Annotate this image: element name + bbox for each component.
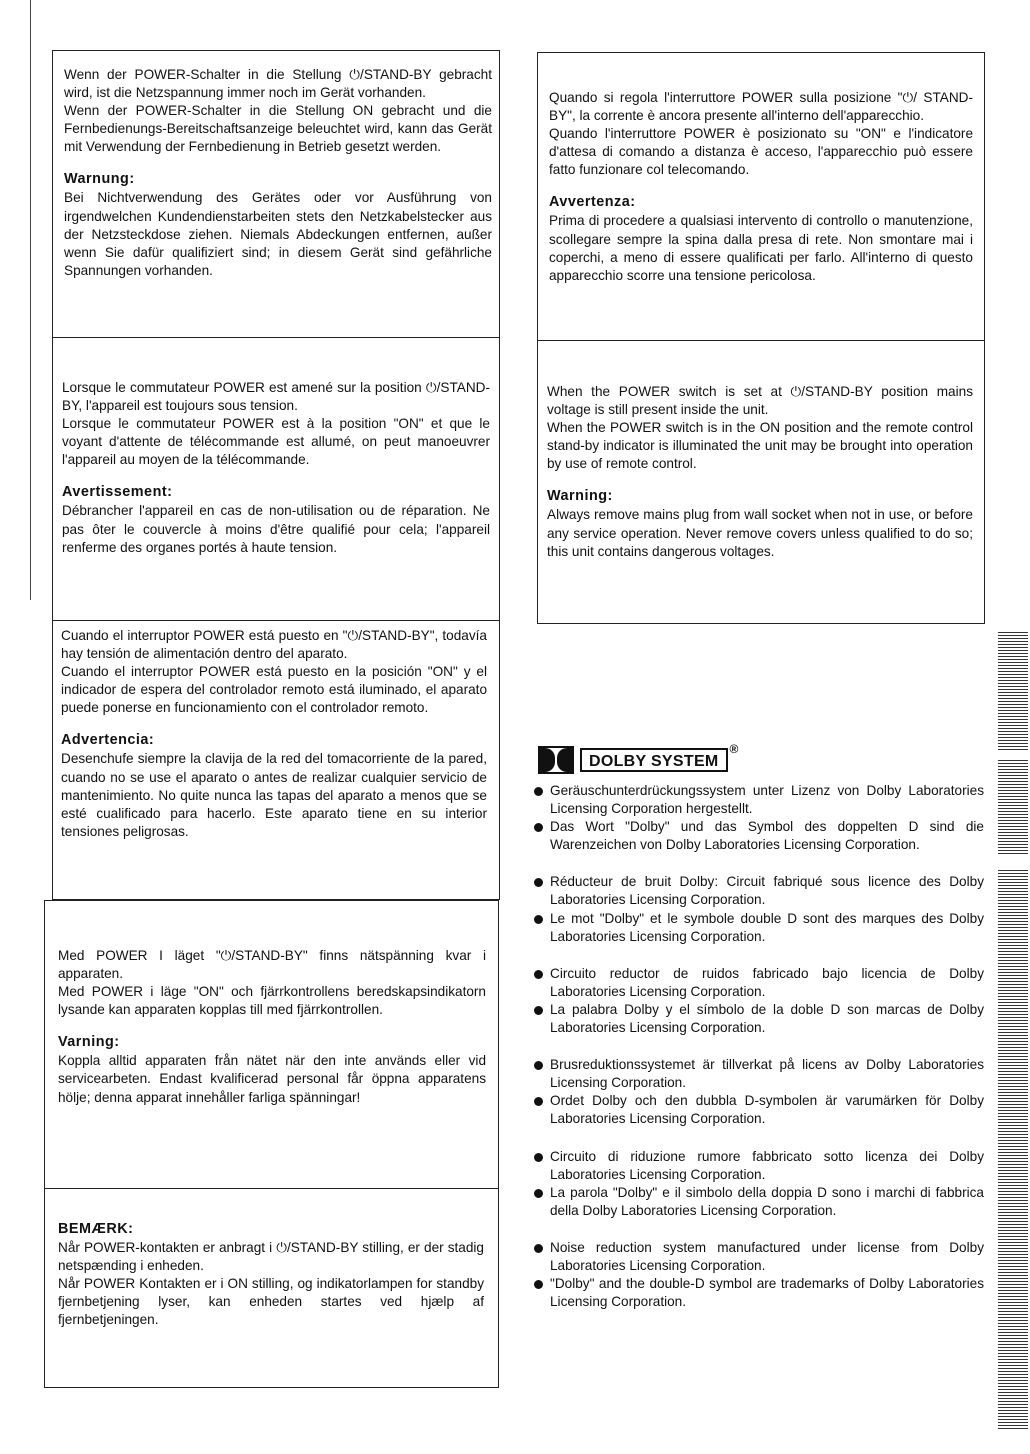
swedish-paragraph-1: Med POWER I läget "⏻/STAND-BY" finns nätspänning kvar i apparaten. bbox=[58, 948, 486, 982]
swedish-warning-heading: Varning: bbox=[58, 1034, 120, 1051]
german-paragraph-1: Wenn der POWER-Schalter in die Stellung ⏻/STAND-BY gebracht wird, ist die Netzspannung immer noch im Gerät vorhanden. bbox=[64, 67, 492, 101]
divider bbox=[52, 337, 500, 338]
german-notice bbox=[64, 66, 492, 280]
left-margin-rule bbox=[30, 0, 31, 600]
list-item: Noise reduction system manufactured under license from Dolby Laboratories Licensing Corporation. bbox=[534, 1239, 984, 1275]
italian-warning-heading: Avvertenza: bbox=[549, 194, 636, 211]
swedish-warning-text: Koppla alltid apparaten från nätet när den inte används eller vid servicearbeten. Endast kvalificerad personal får öppna apparatens hölje; denna apparat innehåller farliga spänningar! bbox=[58, 1053, 486, 1105]
french-notice bbox=[62, 379, 490, 557]
list-item: Geräuschunterdrückungssystem unter Lizenz von Dolby Laboratories Licensing Corporation hergestellt. bbox=[534, 782, 984, 818]
registered-mark: ® bbox=[729, 742, 739, 756]
dolby-system-label: DOLBY SYSTEM bbox=[580, 748, 728, 772]
dolby-group-german bbox=[534, 782, 984, 854]
dolby-trademark-notices bbox=[534, 782, 984, 1330]
divider bbox=[537, 340, 985, 341]
french-paragraph-2: Lorsque le commutateur POWER est à la position "ON" et que le voyant d'attente de télécommande est allumé, on peut manoeuvrer l'appareil au moyen de la télécommande. bbox=[62, 416, 490, 468]
swedish-notice bbox=[58, 947, 486, 1107]
dolby-group-spanish bbox=[534, 965, 984, 1037]
list-item: Le mot "Dolby" et le symbole double D sont des marques des Dolby Laboratories Licensing Corporation. bbox=[534, 910, 984, 946]
list-item: La palabra Dolby y el símbolo de la doble D son marcas de Dolby Laboratories Licensing Corporation. bbox=[534, 1001, 984, 1037]
page-edge-marks bbox=[998, 632, 1028, 752]
german-paragraph-2: Wenn der POWER-Schalter in die Stellung ON gebracht und die Fernbedienungs-Bereitschaftsanzeige beleuchtet wird, kann das Gerät mit Verwendung der Fernbedienung in Betrieb gesetzt werden. bbox=[64, 103, 492, 155]
italian-notice bbox=[549, 89, 973, 285]
danish-paragraph-2: Når POWER Kontakten er i ON stilling, og indikatorlampen for standby fjernbetjening lyser, kan enheden startes ved hjælp af fjernbetjeningen. bbox=[58, 1276, 484, 1328]
list-item: Das Wort "Dolby" und das Symbol des doppelten D sind die Warenzeichen von Dolby Laboratories Licensing Corporation. bbox=[534, 818, 984, 854]
french-paragraph-1: Lorsque le commutateur POWER est amené sur la position ⏻/STAND-BY, l'appareil est toujours sous tension. bbox=[62, 380, 490, 414]
danish-heading: BEMÆRK: bbox=[58, 1221, 134, 1237]
dolby-group-english bbox=[534, 1239, 984, 1311]
divider bbox=[44, 1188, 499, 1189]
list-item: Circuito reductor de ruidos fabricado bajo licencia de Dolby Laboratories Licensing Corporation. bbox=[534, 965, 984, 1001]
dolby-group-swedish bbox=[534, 1056, 984, 1128]
list-item: Circuito di riduzione rumore fabbricato sotto licenza dei Dolby Laboratories Licensing Corporation. bbox=[534, 1148, 984, 1184]
list-item: Ordet Dolby och den dubbla D-symbolen är varumärken för Dolby Laboratories Licensing Corporation. bbox=[534, 1092, 984, 1128]
list-item: La parola "Dolby" e il simbolo della doppia D sono i marchi di fabbrica della Dolby Laboratories Licensing Corporation. bbox=[534, 1184, 984, 1220]
german-warning-text: Bei Nichtverwendung des Gerätes oder vor Ausführung von irgendwelchen Kundendienstarbeiten stets den Netzkabelstecker aus der Netzsteckdose ziehen. Niemals Abdeckungen entfernen, außer wenn Sie dafür qualifiziert sind; in diesem Gerät sind gefährliche Spannungen vorhanden. bbox=[64, 190, 492, 278]
swedish-paragraph-2: Med POWER i läge "ON" och fjärrkontrollens beredskapsindikatorn lysande kan apparaten kopplas till med fjärrkontrollen. bbox=[58, 984, 486, 1018]
danish-notice bbox=[58, 1220, 484, 1329]
spanish-warning-heading: Advertencia: bbox=[61, 732, 155, 749]
german-warning-heading: Warnung: bbox=[64, 171, 135, 188]
list-item: "Dolby" and the double-D symbol are trademarks of Dolby Laboratories Licensing Corporation. bbox=[534, 1275, 984, 1311]
english-warning-text: Always remove mains plug from wall socket when not in use, or before any service operation. Never remove covers unless qualified to do so; this unit contains dangerous voltages. bbox=[547, 507, 973, 559]
page-edge-marks bbox=[998, 760, 1028, 855]
italian-warning-text: Prima di procedere a qualsiasi intervento di controllo o manutenzione, scollegare sempre la spina dalla presa di rete. Non smontare mai i coperchi, a meno di essere qualificati per farlo. All'interno di questo apparecchio scorre una tensione pericolosa. bbox=[549, 213, 973, 283]
english-paragraph-1: When the POWER switch is set at ⏻/STAND-BY position mains voltage is still present inside the unit. bbox=[547, 384, 973, 418]
english-warning-heading: Warning: bbox=[547, 488, 613, 505]
french-warning-text: Débrancher l'appareil en cas de non-utilisation ou de réparation. Ne pas ôter le couvercle à moins d'être qualifié pour cela; l'appareil renferme des organes portés à haute tension. bbox=[62, 503, 490, 555]
english-paragraph-2: When the POWER switch is in the ON position and the remote control stand-by indicator is illuminated the unit may be brought into operation by use of remote control. bbox=[547, 420, 973, 472]
dolby-group-french bbox=[534, 873, 984, 945]
dolby-logo bbox=[538, 744, 738, 776]
double-d-icon bbox=[538, 746, 574, 774]
spanish-notice bbox=[61, 627, 487, 841]
italian-paragraph-1: Quando si regola l'interruttore POWER sulla posizione "⏻/ STAND-BY", la corrente è ancora presente all'interno dell'apparecchio. bbox=[549, 90, 973, 124]
english-notice bbox=[547, 383, 973, 561]
spanish-warning-text: Desenchufe siempre la clavija de la red del tomacorriente de la pared, cuando no se use el aparato o antes de realizar cualquier servicio de mantenimiento. No quite nunca las tapas del aparato a menos que se esté cualificado para hacerlo. Este aparato tiene en su interior tensiones peligrosas. bbox=[61, 751, 487, 839]
danish-paragraph-1: Når POWER-kontakten er anbragt i ⏻/STAND-BY stilling, er der stadig netspænding i enheden. bbox=[58, 1240, 484, 1274]
dolby-group-italian bbox=[534, 1148, 984, 1220]
italian-paragraph-2: Quando l'interruttore POWER è posizionato su "ON" e l'indicatore d'attesa di comando a distanza è acceso, l'apparecchio può essere fatto funzionare col telecomando. bbox=[549, 126, 973, 178]
list-item: Brusreduktionssystemet är tillverkat på licens av Dolby Laboratories Licensing Corporation. bbox=[534, 1056, 984, 1092]
list-item: Réducteur de bruit Dolby: Circuit fabriqué sous licence des Dolby Laboratories Licensing Corporation. bbox=[534, 873, 984, 909]
spanish-paragraph-1: Cuando el interruptor POWER está puesto en "⏻/STAND-BY", todavía hay tensión de alimentación dentro del aparato. bbox=[61, 628, 487, 662]
french-warning-heading: Avertissement: bbox=[62, 484, 173, 501]
spanish-paragraph-2: Cuando el interruptor POWER está puesto en la posición "ON" y el indicador de espera del controlador remoto está iluminado, el aparato puede ponerse en funcionamiento con el controlador remoto. bbox=[61, 664, 487, 716]
page-edge-marks bbox=[998, 870, 1028, 1430]
divider bbox=[52, 620, 500, 621]
